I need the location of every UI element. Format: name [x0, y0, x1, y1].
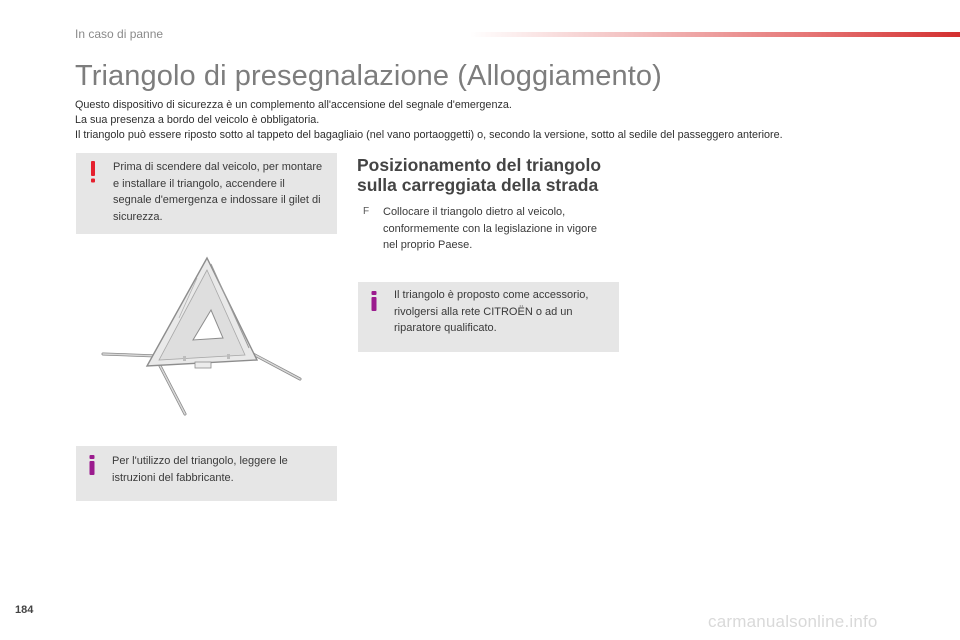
watermark: carmanualsonline.info	[708, 612, 878, 631]
step-text: Collocare il triangolo dietro al veicolo, conformemente con la legislazione in vigore nel proprio Paese.	[383, 206, 598, 251]
intro-text	[75, 98, 935, 143]
warning-text: Prima di scendere dal veicolo, per montare e installare il triangolo, accendere il segnale d'emergenza e indossare il gilet di sicurezza.	[113, 161, 323, 223]
info-box-right	[358, 282, 619, 352]
intro-line-2: La sua presenza a bordo del veicolo è obbligatoria.	[75, 114, 320, 126]
info-text-bottom: Per l'utilizzo del triangolo, leggere le istruzioni del fabbricante.	[112, 455, 288, 484]
info-text-right: Il triangolo è proposto come accessorio, rivolgersi alla rete CITROËN o ad un riparatore qualificato.	[394, 289, 589, 334]
page-number: 184	[15, 604, 34, 616]
header-accent-bar	[470, 32, 960, 37]
info-icon	[88, 455, 96, 475]
intro-line-1: Questo dispositivo di sicurezza è un complemento all'accensione del segnale d'emergenza.	[75, 99, 512, 111]
warning-triangle-illustration	[95, 248, 315, 428]
info-box-bottom	[76, 446, 337, 501]
step-bullet: F	[363, 206, 370, 217]
exclamation-icon	[90, 161, 96, 183]
info-icon	[370, 291, 378, 311]
section-subtitle: Posizionamento del triangolo sulla carreggiata della strada	[357, 155, 602, 195]
section-label: In caso di panne	[75, 27, 164, 41]
warning-box	[76, 153, 337, 234]
page-title: Triangolo di presegnalazione (Alloggiamento)	[75, 60, 662, 92]
intro-line-3: Il triangolo può essere riposto sotto al tappeto del bagagliaio (nel vano portaoggetti) o, secondo la versione, sotto al sedile del passeggero anteriore.	[75, 129, 783, 141]
